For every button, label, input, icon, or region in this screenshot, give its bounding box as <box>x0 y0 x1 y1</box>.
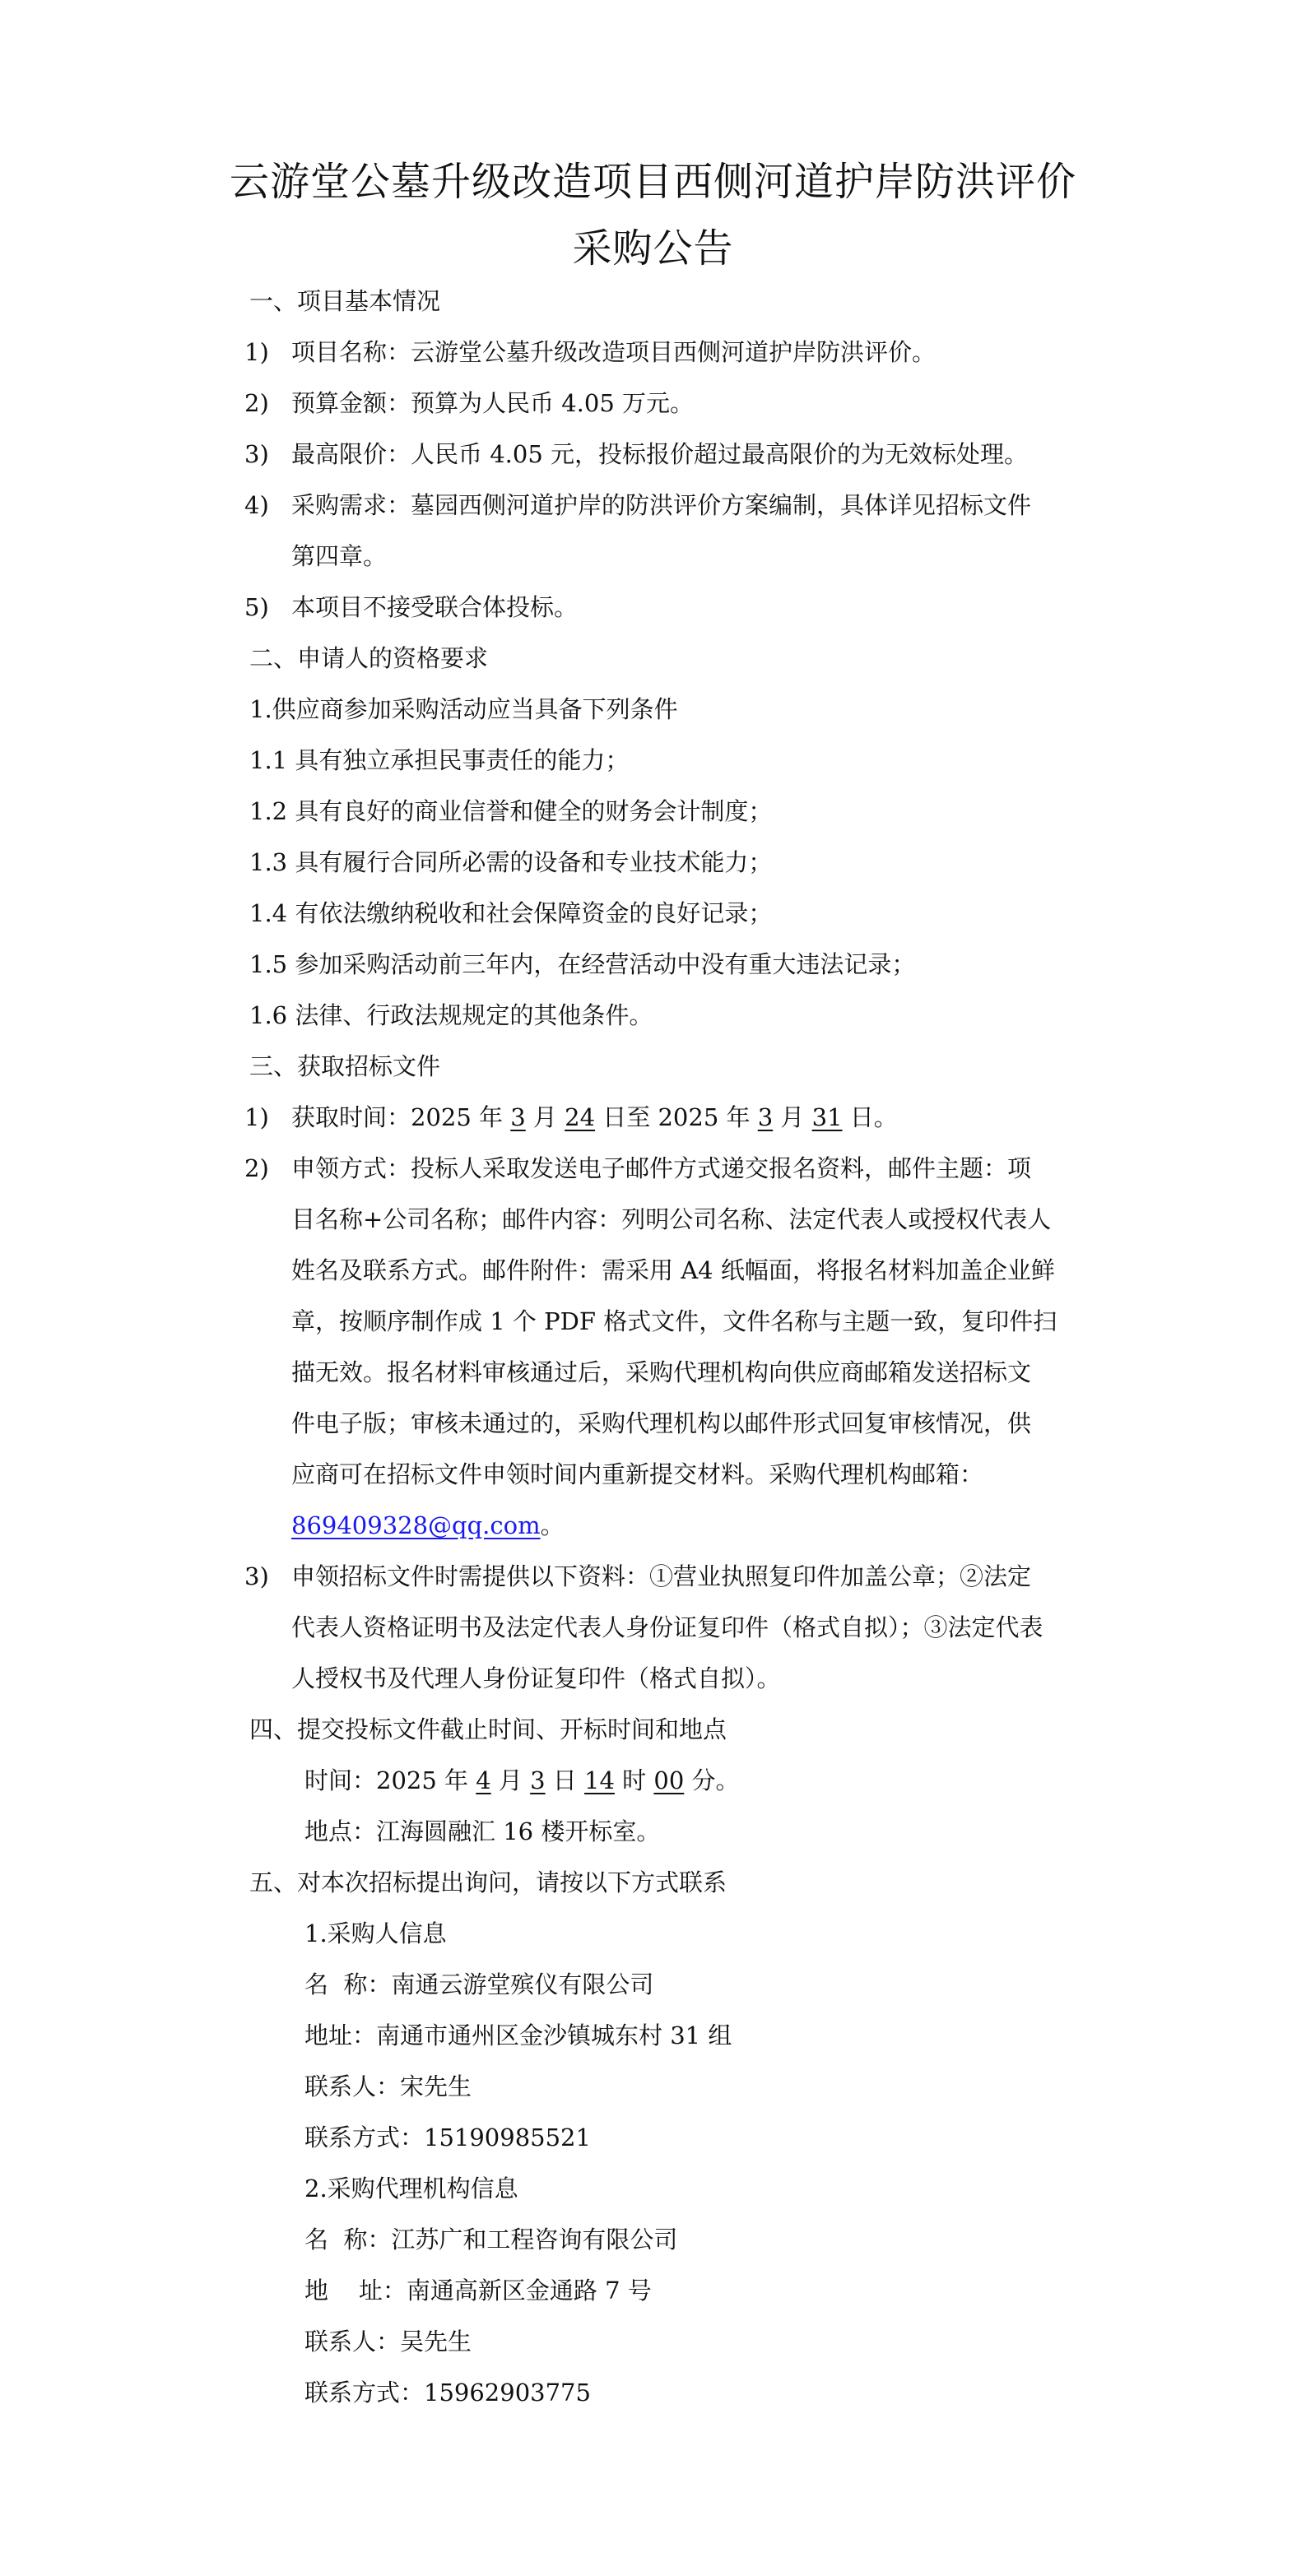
text-to: 日至 2025 年 <box>595 1103 758 1131</box>
section-3-item-num: 1) <box>244 1103 269 1131</box>
start-day: 24 <box>565 1103 596 1131</box>
agency-heading: 2.采购代理机构信息 <box>304 2175 518 2202</box>
acquisition-time-prefix: 获取时间：2025 年 <box>291 1103 511 1131</box>
deadline-month: 4 <box>476 1766 491 1794</box>
required-documents-line: 代表人资格证明书及法定代表人身份证复印件（格式自拟）；③法定代表 <box>291 1613 1043 1641</box>
qualification-item: 1.3 具有履行合同所必需的设备和专业技术能力； <box>249 848 773 876</box>
text-hour: 时 <box>614 1766 654 1794</box>
deadline-minute: 00 <box>653 1766 685 1794</box>
document-title: 云游堂公墓升级改造项目西侧河道护岸防洪评价 <box>229 159 1076 205</box>
end-month: 3 <box>757 1103 774 1131</box>
qualification-item: 1.2 具有良好的商业信誉和健全的财务会计制度； <box>249 797 773 825</box>
application-method-line: 申领方式：投标人采取发送电子邮件方式递交报名资料，邮件主题：项 <box>291 1154 1032 1182</box>
start-month: 3 <box>510 1103 526 1131</box>
purchaser-contact: 联系人：宋先生 <box>304 2072 472 2100</box>
agency-address: 地 址：南通高新区金通路 7 号 <box>304 2277 652 2304</box>
email-suffix: 。 <box>540 1511 565 1539</box>
section-1-item-text: 本项目不接受联合体投标。 <box>291 593 579 621</box>
agency-phone: 联系方式：15962903775 <box>304 2379 591 2407</box>
section-1-item-text: 采购需求：墓园西侧河道护岸的防洪评价方案编制，具体详见招标文件 <box>291 491 1032 519</box>
section-1-item-text: 预算金额：预算为人民币 4.05 万元。 <box>291 389 695 417</box>
purchaser-phone: 联系方式：15190985521 <box>304 2123 591 2151</box>
section-3-item-num: 2) <box>244 1154 269 1182</box>
section-1-item-continuation: 第四章。 <box>291 542 388 570</box>
text-month: 月 <box>773 1103 812 1131</box>
document-subtitle: 采购公告 <box>572 225 734 272</box>
qualification-item: 1.5 参加采购活动前三年内，在经营活动中没有重大违法记录； <box>249 950 916 978</box>
email-line <box>291 1509 565 1542</box>
deadline-hour: 14 <box>584 1766 615 1794</box>
qualification-item: 1.供应商参加采购活动应当具备下列条件 <box>249 695 678 723</box>
section-1-item-text: 最高限价：人民币 4.05 元，投标报价超过最高限价的为无效标处理。 <box>291 440 1029 468</box>
time-prefix: 时间：2025 年 <box>304 1766 476 1794</box>
text-month: 月 <box>525 1103 565 1131</box>
section-3-item-num: 3) <box>244 1562 269 1590</box>
section-5-heading: 五、对本次招标提出询问，请按以下方式联系 <box>249 1868 727 1896</box>
text-day: 日。 <box>842 1103 898 1131</box>
section-4-heading: 四、提交投标文件截止时间、开标时间和地点 <box>249 1715 727 1743</box>
application-method-line: 目名称+公司名称；邮件内容：列明公司名称、法定代表人或授权代表人 <box>291 1205 1052 1233</box>
application-method-line: 件电子版；审核未通过的，采购代理机构以邮件形式回复审核情况，供 <box>291 1409 1032 1437</box>
application-method-line: 应商可在招标文件申领时间内重新提交材料。采购代理机构邮箱： <box>291 1460 984 1488</box>
section-1-item-num: 4) <box>244 491 269 519</box>
qualification-item: 1.6 法律、行政法规规定的其他条件。 <box>249 1001 653 1029</box>
qualification-item: 1.1 具有独立承担民事责任的能力； <box>249 746 630 774</box>
section-2-heading: 二、申请人的资格要求 <box>249 644 489 672</box>
agency-email-link[interactable]: 869409328@qq.com <box>291 1511 541 1539</box>
deadline-day: 3 <box>530 1766 546 1794</box>
purchaser-heading: 1.采购人信息 <box>304 1919 447 1947</box>
text-minute: 分。 <box>684 1766 740 1794</box>
bid-opening-time <box>304 1764 740 1797</box>
agency-name: 名 称：江苏广和工程咨询有限公司 <box>304 2226 678 2253</box>
bid-opening-place: 地点：江海圆融汇 16 楼开标室。 <box>304 1817 661 1845</box>
text-month: 月 <box>490 1766 531 1794</box>
acquisition-time <box>291 1101 898 1134</box>
application-method-line: 描无效。报名材料审核通过后，采购代理机构向供应商邮箱发送招标文 <box>291 1358 1032 1386</box>
section-1-heading: 一、项目基本情况 <box>249 287 441 315</box>
section-1-item-num: 3) <box>244 440 269 468</box>
section-1-item-text: 项目名称：云游堂公墓升级改造项目西侧河道护岸防洪评价。 <box>291 338 937 366</box>
section-1-item-num: 2) <box>244 389 269 417</box>
required-documents-line: 申领招标文件时需提供以下资料：①营业执照复印件加盖公章；②法定 <box>291 1562 1032 1590</box>
qualification-item: 1.4 有依法缴纳税收和社会保障资金的良好记录； <box>249 899 773 927</box>
section-3-heading: 三、获取招标文件 <box>249 1052 441 1080</box>
text-day: 日 <box>545 1766 585 1794</box>
section-1-item-num: 5) <box>244 593 269 621</box>
application-method-line: 章，按顺序制作成 1 个 PDF 格式文件，文件名称与主题一致，复印件扫 <box>291 1307 1057 1335</box>
required-documents-line: 人授权书及代理人身份证复印件（格式自拟）。 <box>291 1664 781 1692</box>
purchaser-name: 名 称：南通云游堂殡仪有限公司 <box>304 1970 654 1998</box>
purchaser-address: 地址：南通市通州区金沙镇城东村 31 组 <box>304 2021 732 2049</box>
application-method-line: 姓名及联系方式。邮件附件：需采用 A4 纸幅面，将报名材料加盖企业鲜 <box>291 1256 1055 1284</box>
agency-contact: 联系人：吴先生 <box>304 2328 472 2356</box>
end-day: 31 <box>811 1103 843 1131</box>
section-1-item-num: 1) <box>244 338 269 366</box>
